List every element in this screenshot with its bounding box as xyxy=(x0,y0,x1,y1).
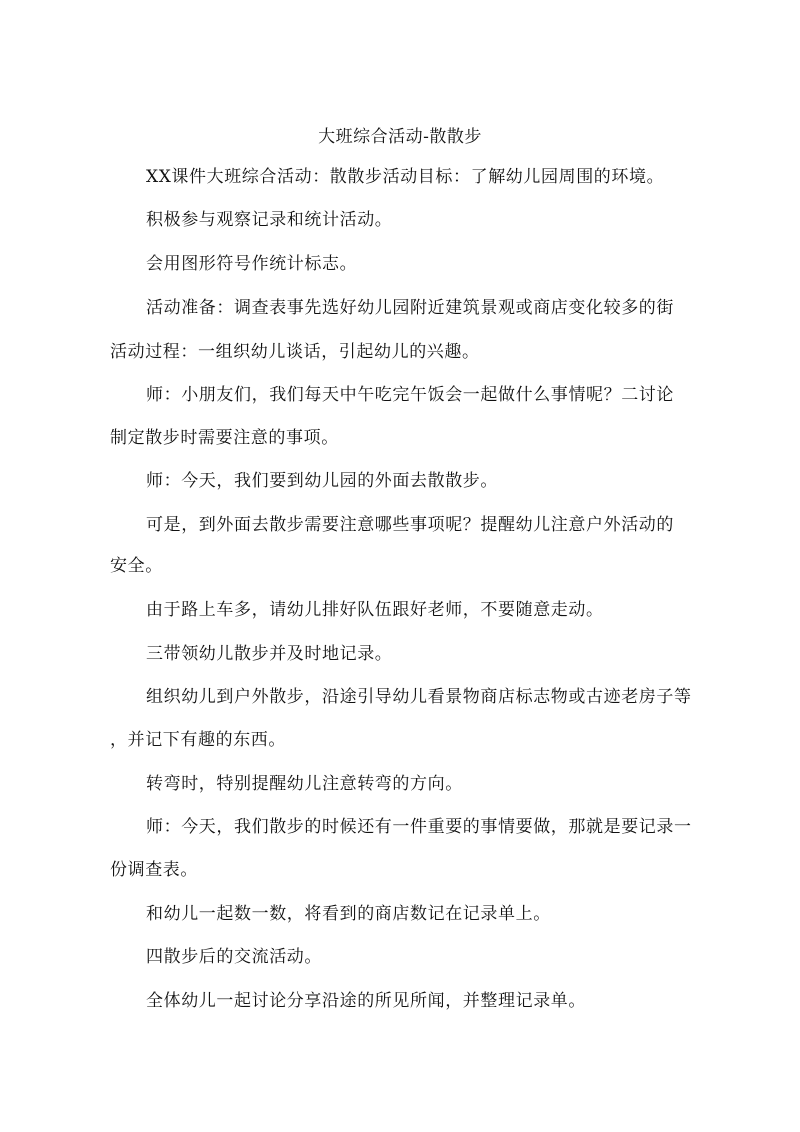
paragraph-line: 活动过程：一组织幼儿谈话，引起幼儿的兴趣。 xyxy=(110,342,480,362)
paragraph-line: ，并记下有趣的东西。 xyxy=(110,730,286,750)
paragraph-line: 师：小朋友们，我们每天中午吃完午饭会一起做什么事情呢？二讨论 xyxy=(146,385,674,405)
paragraph-line: 活动准备：调查表事先选好幼儿园附近建筑景观或商店变化较多的街 xyxy=(146,298,674,318)
paragraph-line: 转弯时，特别提醒幼儿注意转弯的方向。 xyxy=(146,774,463,794)
document-title: 大班综合活动-散散步 xyxy=(318,127,482,147)
paragraph-line: 份调查表。 xyxy=(110,860,198,880)
paragraph-line: 制定散步时需要注意的事项。 xyxy=(110,428,339,448)
paragraph-line: 积极参与观察记录和统计活动。 xyxy=(146,210,393,230)
paragraph-line: 会用图形符号作统计标志。 xyxy=(146,254,358,274)
paragraph-line: 可是，到外面去散步需要注意哪些事项呢？提醒幼儿注意户外活动的 xyxy=(146,515,674,535)
paragraph-line: 组织幼儿到户外散步，沿途引导幼儿看景物商店标志物或古迹老房子等 xyxy=(146,687,692,707)
paragraph-line: 安全。 xyxy=(110,556,163,576)
paragraph-line: 四散步后的交流活动。 xyxy=(146,947,322,967)
paragraph-line: 三带领幼儿散步并及时地记录。 xyxy=(146,644,393,664)
paragraph-line: 师：今天，我们要到幼儿园的外面去散散步。 xyxy=(146,471,498,491)
paragraph-line: 由于路上车多，请幼儿排好队伍跟好老师，不要随意走动。 xyxy=(146,600,604,620)
paragraph-line: 和幼儿一起数一数，将看到的商店数记在记录单上。 xyxy=(146,904,551,924)
paragraph-line: XX课件大班综合活动：散散步活动目标：了解幼儿园周围的环境。 xyxy=(146,167,665,187)
paragraph-line: 师：今天，我们散步的时候还有一件重要的事情要做，那就是要记录一 xyxy=(146,817,692,837)
paragraph-line: 全体幼儿一起讨论分享沿途的所见所闻，并整理记录单。 xyxy=(146,991,586,1011)
